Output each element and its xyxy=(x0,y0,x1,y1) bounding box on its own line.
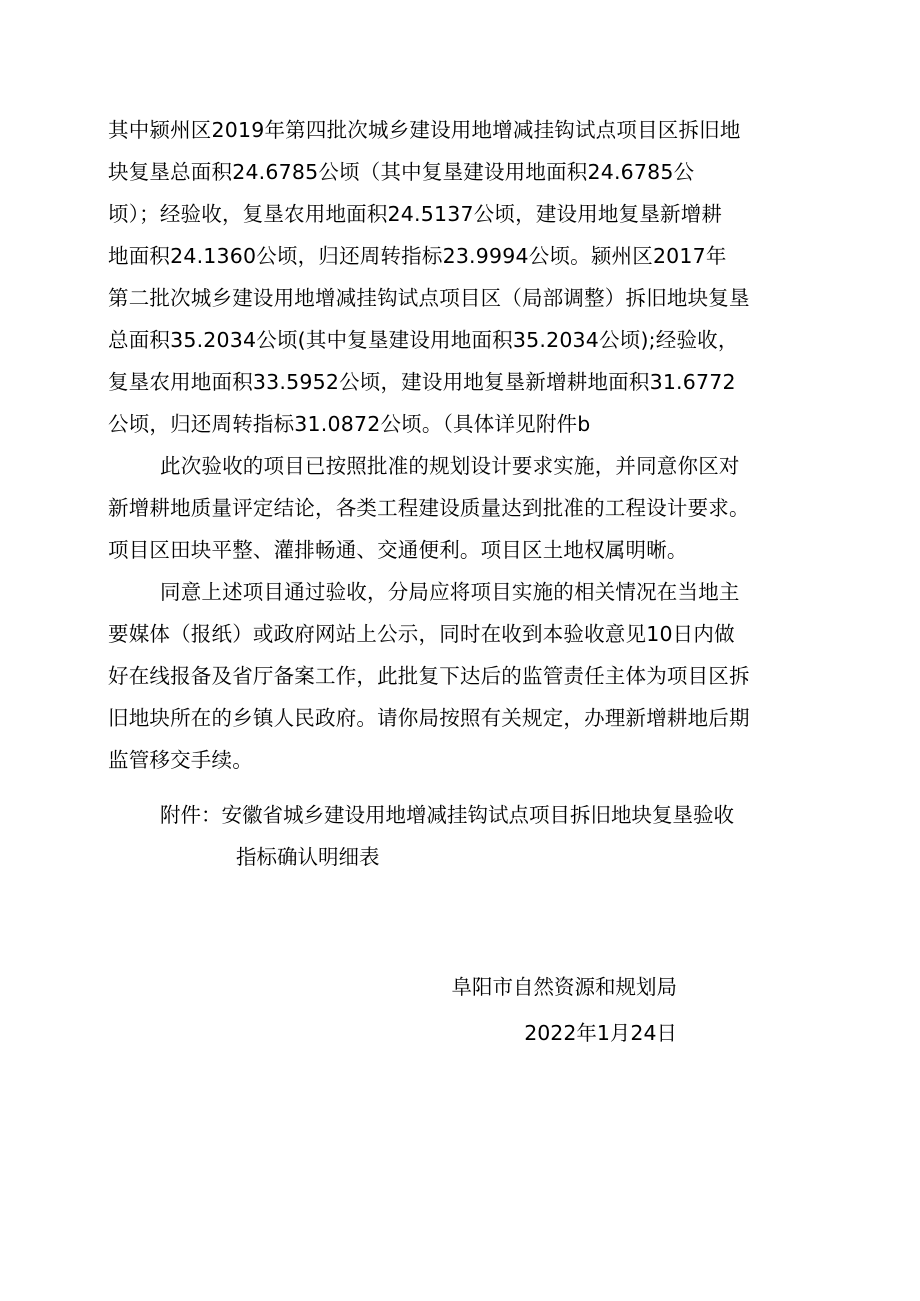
text-line: 新增耕地质量评定结论，各类工程建设质量达到批准的工程设计要求。 xyxy=(108,496,750,520)
text-line: 第二批次城乡建设用地增减挂钩试点项目区（局部调整）拆旧地块复垦 xyxy=(108,286,750,310)
text-line: 复垦农用地面积33.5952公顷，建设用地复垦新增耕地面积31.6772 xyxy=(108,370,736,394)
text-line: 同意上述项目通过验收，分局应将项目实施的相关情况在当地主 xyxy=(160,580,740,604)
text-line: 总面积35.2034公顷(其中复垦建设用地面积35.2034公顷);经验收， xyxy=(108,328,739,352)
text-line: 顷）；经验收，复垦农用地面积24.5137公顷，建设用地复垦新增耕 xyxy=(108,202,723,226)
text-line: 监管移交手续。 xyxy=(108,748,253,772)
text-line: 块复垦总面积24.6785公顷（其中复垦建设用地面积24.6785公 xyxy=(108,160,695,184)
issue-date: 2022年1月24日 xyxy=(524,1021,677,1045)
text-line: 好在线报备及省厅备案工作，此批复下达后的监管责任主体为项目区拆 xyxy=(108,664,750,688)
text-line: 此次验收的项目已按照批准的规划设计要求实施，并同意你区对 xyxy=(160,454,740,478)
attachment-title: 附件：安徽省城乡建设用地增减挂钩试点项目拆旧地块复垦验收 xyxy=(160,803,734,827)
text-line: 其中颍州区2019年第四批次城乡建设用地增减挂钩试点项目区拆旧地 xyxy=(108,118,741,142)
attachment-title-cont: 指标确认明细表 xyxy=(236,845,380,869)
text-line: 公顷，归还周转指标31.0872公顷。（具体详见附件b xyxy=(108,412,591,436)
issuing-organization: 阜阳市自然资源和规划局 xyxy=(451,975,677,999)
text-line: 项目区田块平整、灌排畅通、交通便利。项目区土地权属明晰。 xyxy=(108,538,688,562)
text-line: 地面积24.1360公顷，归还周转指标23.9994公顷。颍州区2017年 xyxy=(108,244,727,268)
text-line: 旧地块所在的乡镇人民政府。请你局按照有关规定，办理新增耕地后期 xyxy=(108,706,750,730)
text-line: 要媒体（报纸）或政府网站上公示，同时在收到本验收意见10日内做 xyxy=(108,622,735,646)
